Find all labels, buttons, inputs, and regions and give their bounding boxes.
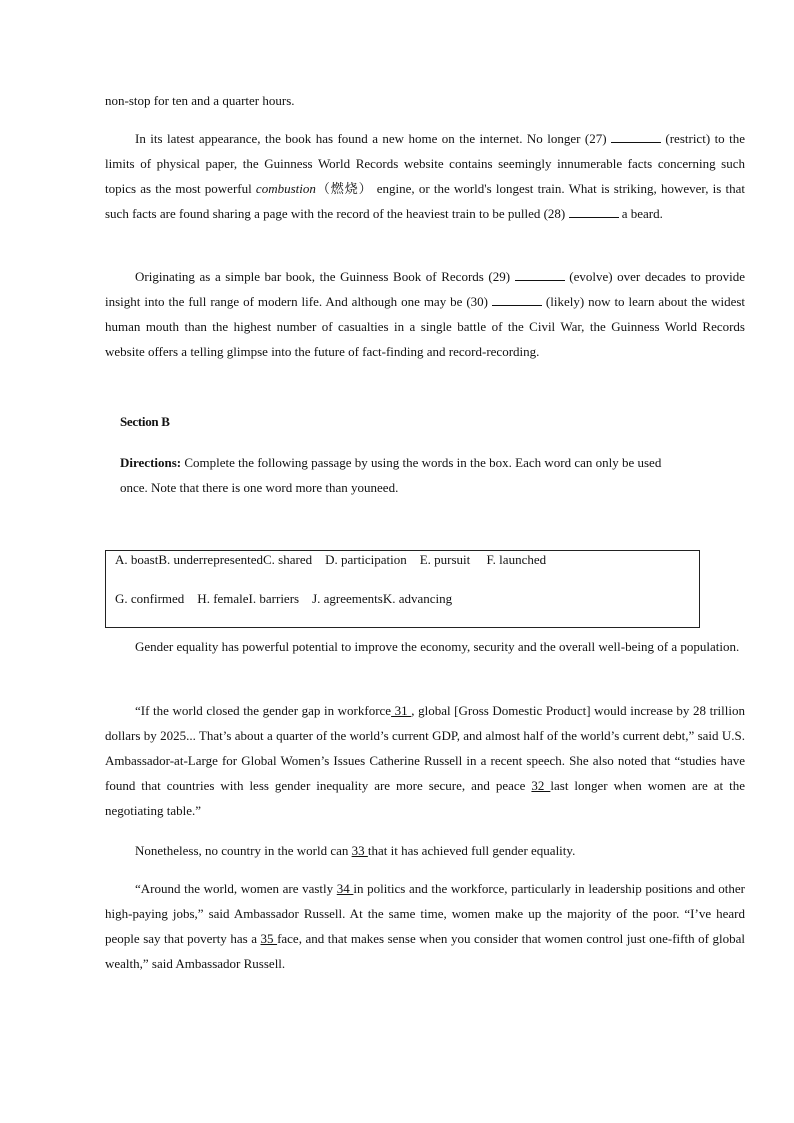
text: (likely) now to learn about the widest human mouth than the highest number of casualties in a single battle of the Civil War, the Guinness World Records website offers a telling glimpse into the future of fact-finding and record-recording. bbox=[105, 294, 746, 359]
blank-34[interactable]: 34 bbox=[336, 881, 354, 896]
directions-text: Complete the following passage by using the words in the box. Each word can only be used once. Note that there is one word more than youneed. bbox=[120, 455, 662, 495]
text: (evolve) over decades to provide insight into the full range of modern life. And although one may be (30) bbox=[105, 269, 745, 309]
text: “Around the world, women are vastly bbox=[135, 881, 337, 896]
paragraph-gender-gap bbox=[105, 698, 745, 823]
text: last longer when women are at the negotiating table.” bbox=[105, 778, 746, 818]
text: “If the world closed the gender gap in workforce bbox=[135, 703, 392, 718]
text: , global [Gross Domestic Product] would increase by 28 trillion dollars by 2025... That’s about a quarter of the world’s current GDP, and almost half of the world’s current debt,” said U.S. Ambassador-at-Large for Global Women’s Issues Catherine Russell in a recent speech. She also noted that “studies have found that countries with less gender inequality are more secure, and peace bbox=[105, 703, 745, 793]
paragraph-gender-equality: Gender equality has powerful potential to improve the economy, security and the overall well-being of a population. bbox=[135, 639, 740, 654]
directions-label: Directions: bbox=[120, 455, 182, 470]
italic-term: combustion bbox=[255, 181, 316, 196]
text: (restrict) to the limits of physical paper, the Guinness World Records website contains seemingly innumerable facts concerning such topics as the most powerful bbox=[105, 131, 745, 196]
blank-30[interactable] bbox=[492, 293, 542, 306]
section-title: Section B bbox=[120, 414, 170, 429]
word-box bbox=[105, 550, 700, 628]
blank-32[interactable]: 32 bbox=[531, 778, 551, 793]
blank-35[interactable]: 35 bbox=[260, 931, 278, 946]
paragraph-continuation: non-stop for ten and a quarter hours. bbox=[105, 93, 295, 108]
text: Nonetheless, no country in the world can bbox=[135, 843, 352, 858]
blank-28[interactable] bbox=[569, 205, 619, 218]
word-box-line-1: A. boastB. underrepresentedC. shared D. participation E. pursuit F. launched bbox=[115, 552, 547, 567]
directions bbox=[120, 450, 680, 500]
text: （燃烧） engine, or the world's longest train. What is striking, however, is that such facts are found sharing a page with the record of the heaviest train to be pulled (28) bbox=[105, 181, 745, 221]
paragraph-around-world bbox=[105, 876, 745, 976]
text: a beard. bbox=[618, 206, 663, 221]
text: in politics and the workforce, particularly in leadership positions and other high-paying jobs,” said Ambassador Russell. At the same time, women make up the majority of the poor. “I’ve heard people say that poverty has a bbox=[105, 881, 746, 946]
paragraph-origin bbox=[105, 264, 745, 364]
paragraph-internet bbox=[105, 126, 745, 226]
paragraph-nonetheless bbox=[105, 838, 745, 863]
text: Originating as a simple bar book, the Guinness Book of Records (29) bbox=[135, 269, 515, 284]
word-box-line-2: G. confirmed H. femaleI. barriers J. agreementsK. advancing bbox=[115, 591, 453, 606]
text: face, and that makes sense when you consider that women control just one-fifth of global wealth,” said Ambassador Russell. bbox=[105, 931, 745, 971]
text: In its latest appearance, the book has found a new home on the internet. No longer (27) bbox=[135, 131, 611, 146]
blank-31[interactable]: 31 bbox=[391, 703, 412, 718]
blank-27[interactable] bbox=[611, 130, 661, 143]
blank-33[interactable]: 33 bbox=[351, 843, 368, 858]
blank-29[interactable] bbox=[515, 268, 565, 281]
text: that it has achieved full gender equality. bbox=[367, 843, 576, 858]
